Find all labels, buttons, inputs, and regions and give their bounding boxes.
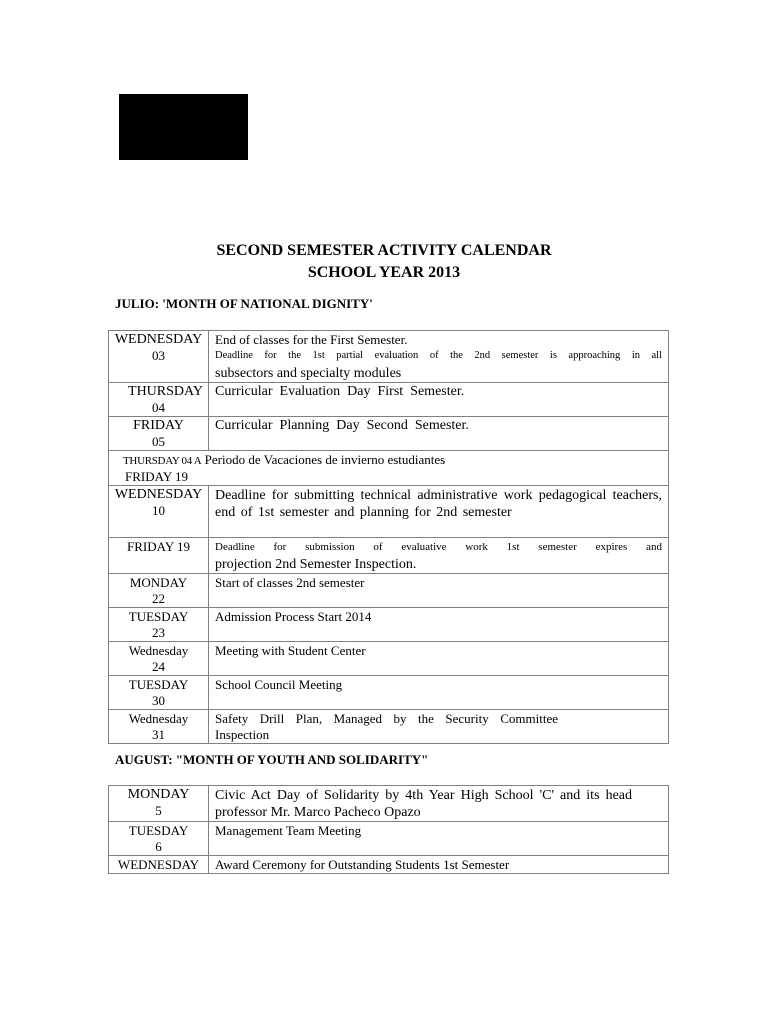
day-date: 23: [152, 625, 165, 640]
redacted-logo: [119, 94, 248, 160]
day-cell: [109, 574, 209, 608]
day-cell: [109, 538, 209, 574]
day-date: 04: [152, 400, 165, 415]
activity-text: Deadline for submission of evaluative work 1st semester expires and: [215, 541, 662, 553]
activity-cell: [209, 417, 669, 451]
table-row: [109, 710, 669, 744]
activity-cell: [209, 486, 669, 538]
day-label: TUESDAY: [128, 609, 189, 624]
activity-cell: [209, 822, 669, 856]
period-start-label: THURSDAY 04 A: [123, 455, 202, 467]
day-date: 6: [155, 839, 162, 854]
activity-text: Award Ceremony for Outstanding Students 1st Semester: [215, 857, 510, 872]
document-title: SECOND SEMESTER ACTIVITY CALENDAR: [216, 242, 552, 259]
activity-cell: [209, 786, 669, 822]
day-date: 30: [152, 693, 165, 708]
august-calendar-table: [108, 785, 669, 874]
day-label: MONDAY: [127, 787, 190, 802]
day-date: 03: [152, 348, 165, 363]
period-end-label: FRIDAY 19: [125, 469, 188, 484]
activity-cell: [209, 676, 669, 710]
day-date: 24: [152, 659, 165, 674]
table-row: [109, 383, 669, 417]
table-row: [109, 486, 669, 538]
activity-text: Deadline for the 1st partial evaluation of the 2nd semester is approaching in all: [215, 350, 662, 361]
day-date: 05: [152, 434, 165, 449]
day-label: WEDNESDAY: [114, 332, 203, 347]
activity-text: Curricular Evaluation Day First Semester.: [215, 384, 465, 399]
day-label: FRIDAY: [133, 418, 184, 433]
activity-cell: [209, 574, 669, 608]
activity-text: Meeting with Student Center: [215, 643, 366, 658]
activity-cell: [209, 538, 669, 574]
day-label: MONDAY: [129, 575, 188, 590]
table-row: [109, 676, 669, 710]
table-row: [109, 451, 669, 486]
activity-text: Start of classes 2nd semester: [215, 575, 365, 590]
table-row: [109, 538, 669, 574]
day-cell: [109, 417, 209, 451]
day-cell: [109, 608, 209, 642]
activity-text: End of classes for the First Semester.: [215, 332, 408, 347]
table-row: [109, 856, 669, 874]
day-label: FRIDAY 19: [127, 539, 190, 554]
day-date: 10: [152, 503, 165, 518]
vacation-period-cell: [109, 451, 669, 486]
day-label: THURSDAY: [128, 384, 203, 399]
day-label: WEDNESDAY: [114, 487, 203, 502]
day-label: TUESDAY: [128, 823, 189, 838]
activity-text: Management Team Meeting: [215, 823, 362, 838]
month-heading-july: JULIO: 'MONTH OF NATIONAL DIGNITY': [115, 296, 373, 311]
day-cell: [109, 710, 209, 744]
activity-text: subsectors and specialty modules: [215, 366, 402, 381]
activity-text: Safety Drill Plan, Managed by the Security Committee: [215, 711, 558, 726]
day-label: WEDNESDAY: [117, 857, 200, 872]
activity-text: Inspection: [215, 727, 270, 742]
day-cell: [109, 822, 209, 856]
day-date: 22: [152, 591, 165, 606]
activity-cell: [209, 331, 669, 383]
table-row: [109, 417, 669, 451]
activity-text: Deadline for submitting technical administrative work pedagogical teachers, end of 1st semester and planning for 2nd semester: [215, 488, 662, 520]
activity-cell: [209, 383, 669, 417]
activity-text: Curricular Planning Day Second Semester.: [215, 418, 469, 433]
activity-text: projection 2nd Semester Inspection.: [215, 557, 417, 572]
day-cell: [109, 383, 209, 417]
day-date: 5: [155, 803, 162, 818]
day-cell: [109, 486, 209, 538]
day-cell: [109, 676, 209, 710]
document-subtitle: SCHOOL YEAR 2013: [307, 264, 461, 281]
day-date: 31: [152, 727, 165, 742]
table-row: [109, 786, 669, 822]
month-heading-august: AUGUST: "MONTH OF YOUTH AND SOLIDARITY": [115, 752, 429, 767]
day-cell: [109, 856, 209, 874]
day-cell: [109, 642, 209, 676]
july-calendar-table: [108, 330, 669, 744]
activity-cell: [209, 608, 669, 642]
activity-text: School Council Meeting: [215, 677, 343, 692]
activity-cell: [209, 642, 669, 676]
table-row: [109, 574, 669, 608]
activity-cell: [209, 710, 669, 744]
table-row: [109, 822, 669, 856]
day-cell: [109, 786, 209, 822]
table-row: [109, 331, 669, 383]
table-row: [109, 642, 669, 676]
activity-text: Admission Process Start 2014: [215, 609, 372, 624]
activity-cell: [209, 856, 669, 874]
vacation-period-text: Periodo de Vacaciones de invierno estudiantes: [204, 452, 446, 467]
activity-text: Civic Act Day of Solidarity by 4th Year High School 'C' and its head professor Mr. Marco Pacheco Opazo: [215, 788, 632, 820]
day-cell: [109, 331, 209, 383]
day-label: Wednesday: [128, 643, 189, 658]
table-row: [109, 608, 669, 642]
day-label: TUESDAY: [128, 677, 189, 692]
day-label: Wednesday: [128, 711, 189, 726]
